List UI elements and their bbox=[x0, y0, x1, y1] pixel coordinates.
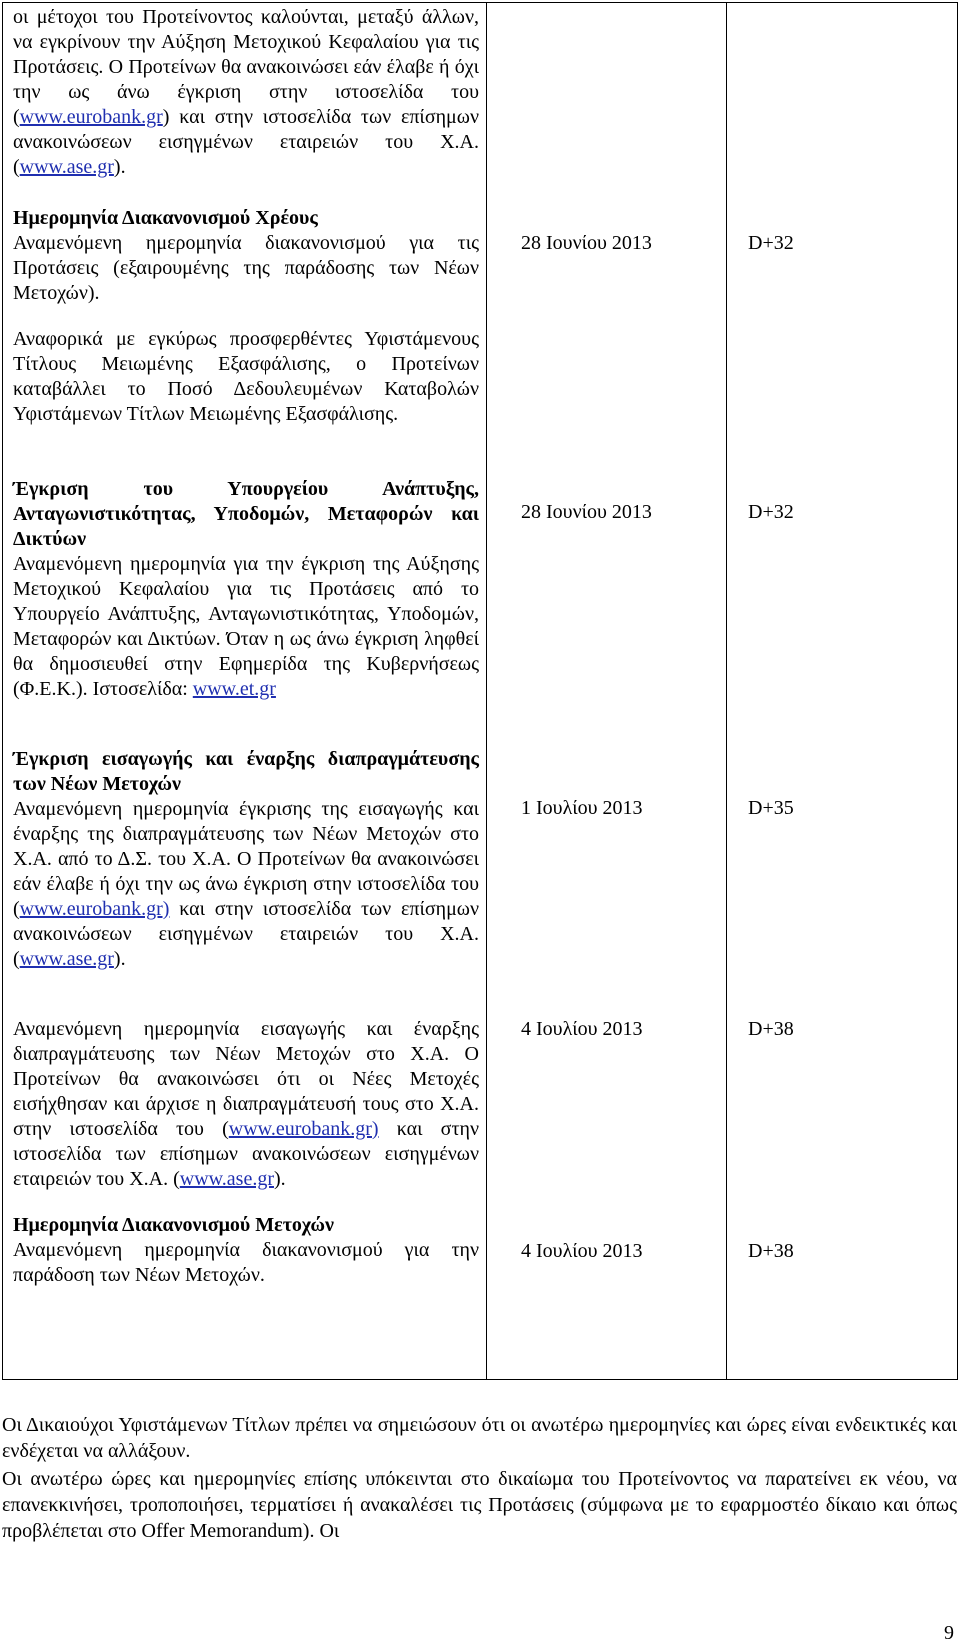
row-text: οι μέτοχοι του Προτείνοντος καλούνται, μεταξύ άλλων, να εγκρίνουν την Αύξηση Μετοχικού Κεφαλαίου για τις Προτάσεις. Ο Προτείνων θα ανακοινώσει εάν έλαβε ή όχι την ως άνω έγκριση στην ιστοσελίδα του ( bbox=[13, 6, 479, 128]
eurobank-link[interactable]: www.eurobank.gr bbox=[19, 106, 163, 128]
row-relative-day: D+32 bbox=[748, 232, 794, 254]
eurobank-link[interactable]: www.eurobank.gr) bbox=[228, 1118, 379, 1140]
row-text: Αναμενόμενη ημερομηνία για την έγκριση της Αύξησης Μετοχικού Κεφαλαίου για τις Προτάσεις από το Υπουργείο Ανάπτυξης, Ανταγωνιστικότητας, Υποδομών, Μεταφορών και Δικτύων. Όταν η ως άνω έγκριση ληφθεί θα δημοσιευθεί στην Εφημερίδα της Κυβερνήσεως (Φ.Ε.Κ.). Ιστοσελίδα: bbox=[13, 553, 479, 700]
ase-link[interactable]: www.ase.gr bbox=[179, 1168, 274, 1190]
row-title: Ημερομηνία Διακανονισμού Χρέους bbox=[13, 207, 318, 229]
row-date: 28 Ιουνίου 2013 bbox=[521, 232, 652, 254]
eurobank-link[interactable]: www.eurobank.gr) bbox=[19, 898, 170, 920]
page-number: 9 bbox=[944, 1622, 954, 1644]
row-title: Ημερομηνία Διακανονισμού Μετοχών bbox=[13, 1214, 334, 1236]
row-text: και στην ιστοσελίδα των επίσημων ανακοινώσεων εισηγμένων εταιρειών του Χ.Α. ( bbox=[13, 898, 479, 970]
schedule-row bbox=[13, 327, 479, 427]
row-date: 4 Ιουλίου 2013 bbox=[521, 1240, 643, 1262]
note-paragraph: Οι ανωτέρω ώρες και ημερομηνίες επίσης υπόκεινται στο δικαίωμα του Προτείνοντος να παρατείνει εκ νέου, να επανεκκινήσει, τροποποιήσει, τερματίσει ή ανακαλέσει τις Προτάσεις (σύμφωνα με το εφαρμοστέο δίκαιο και όπως προβλέπεται στο Offer Memorandum). Οι bbox=[2, 1468, 957, 1542]
schedule-row bbox=[13, 747, 479, 972]
schedule-row bbox=[13, 206, 479, 306]
row-date: 28 Ιουνίου 2013 bbox=[521, 501, 652, 523]
et-link[interactable]: www.et.gr bbox=[192, 678, 276, 700]
row-text: ). bbox=[273, 1168, 286, 1190]
note-paragraph: Οι Δικαιούχοι Υφιστάμενων Τίτλων πρέπει να σημειώσουν ότι οι ανωτέρω ημερομηνίες και ώρες είναι ενδεικτικές και ενδέχεται να αλλάξουν. bbox=[2, 1414, 957, 1462]
row-relative-day: D+38 bbox=[748, 1240, 794, 1262]
row-text: ) και στην ιστοσελίδα των επίσημων ανακοινώσεων εισηγμένων εταιρειών του Χ.Α. ( bbox=[13, 106, 479, 178]
row-text: Αναμενόμενη ημερομηνία έγκρισης της εισαγωγής και έναρξης της διαπραγμάτευσης των Νέων Μετοχών στο Χ.Α. από το Δ.Σ. του Χ.Α. Ο Προτείνων θα ανακοινώσει εάν έλαβε ή όχι την ως άνω έγκριση στην ιστοσελίδα του ( bbox=[13, 798, 479, 920]
ase-link[interactable]: www.ase.gr bbox=[19, 948, 114, 970]
row-relative-day: D+32 bbox=[748, 501, 794, 523]
row-relative-day: D+35 bbox=[748, 797, 794, 819]
timetable bbox=[2, 2, 958, 1380]
ase-link[interactable]: www.ase.gr bbox=[19, 156, 114, 178]
row-text: Αναμενόμενη ημερομηνία διακανονισμού για την παράδοση των Νέων Μετοχών. bbox=[13, 1239, 479, 1286]
description-cell bbox=[3, 3, 487, 1380]
row-relative-day: D+38 bbox=[748, 1018, 794, 1040]
schedule-row bbox=[13, 477, 479, 702]
date-cell bbox=[487, 3, 727, 1380]
row-text: Αναφορικά με εγκύρως προσφερθέντες Υφιστάμενους Τίτλους Μειωμένης Εξασφάλισης, ο Προτείνων καταβάλλει το Ποσό Δεδουλευμένων Καταβολών Υφιστάμενων Τίτλων Μειωμένης Εξασφάλισης. bbox=[13, 328, 479, 425]
row-title: Έγκριση εισαγωγής και έναρξης διαπραγμάτευσης των Νέων Μετοχών bbox=[13, 748, 479, 795]
schedule-row bbox=[13, 1017, 479, 1192]
row-date: 1 Ιουλίου 2013 bbox=[521, 797, 643, 819]
relative-day-cell bbox=[727, 3, 958, 1380]
row-text: ). bbox=[113, 948, 126, 970]
row-text: Αναμενόμενη ημερομηνία διακανονισμού για τις Προτάσεις (εξαιρουμένης της παράδοσης των Νέων Μετοχών). bbox=[13, 232, 479, 304]
row-text: και στην ιστοσελίδα των επίσημων ανακοινώσεων εισηγμένων εταιρειών του Χ.Α. ( bbox=[13, 1118, 479, 1190]
row-title: Έγκριση του Υπουργείου Ανάπτυξης, Ανταγωνιστικότητας, Υποδομών, Μεταφορών και Δικτύων bbox=[13, 478, 479, 550]
row-text: Αναμενόμενη ημερομηνία εισαγωγής και έναρξης διαπραγμάτευσης των Νέων Μετοχών στο Χ.Α. Ο Προτείνων θα ανακοινώσει ότι οι Νέες Μετοχές εισήχθησαν και άρχισε η διαπραγμάτευσή τους στο Χ.Α. στην ιστοσελίδα του ( bbox=[13, 1018, 479, 1140]
schedule-row bbox=[13, 1213, 479, 1288]
row-text: ). bbox=[113, 156, 126, 178]
schedule-row bbox=[13, 5, 479, 180]
row-date: 4 Ιουλίου 2013 bbox=[521, 1018, 643, 1040]
